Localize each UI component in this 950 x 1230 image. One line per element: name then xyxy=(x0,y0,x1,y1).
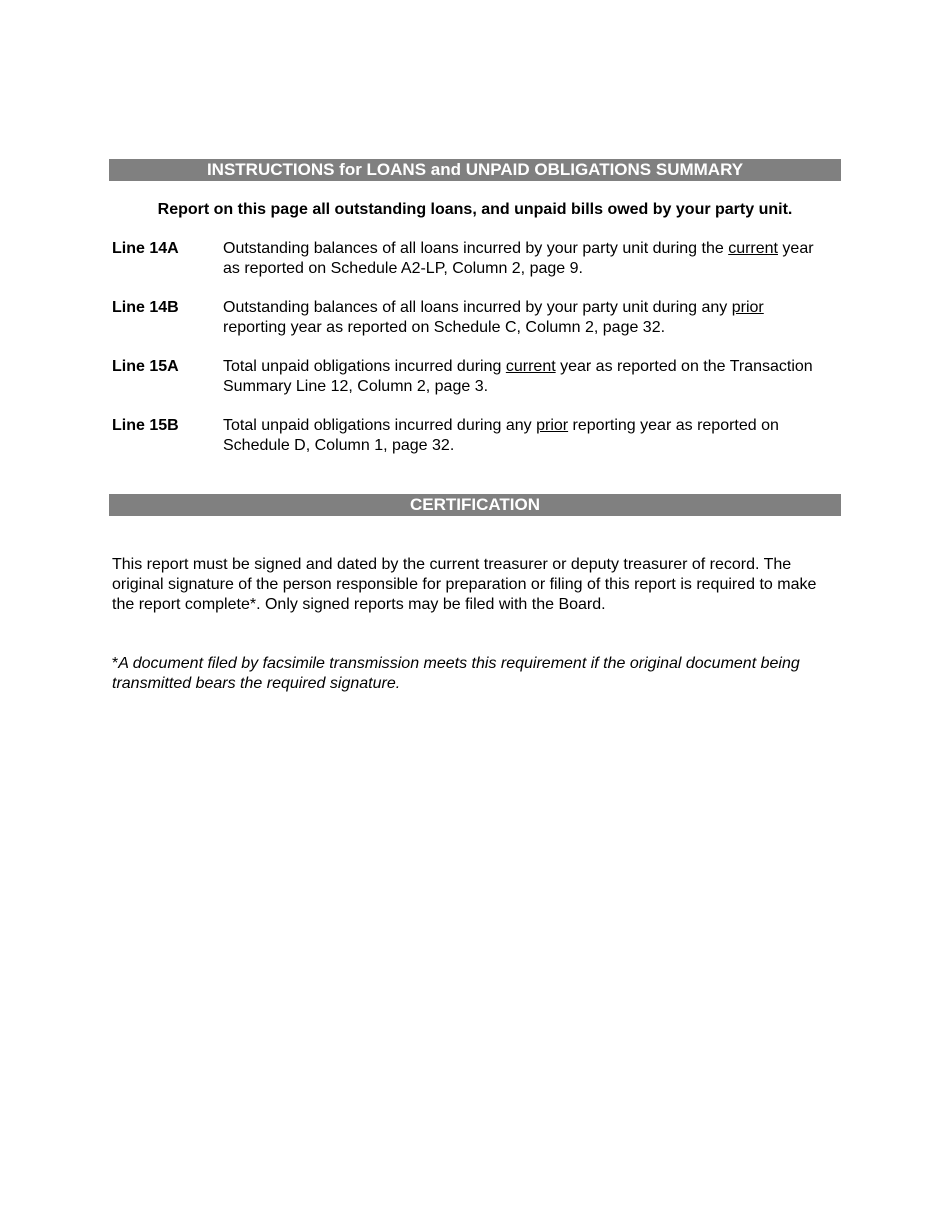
line-description: Total unpaid obligations incurred during current year as reported on the Transaction Summary Line 12, Column 2, page 3. xyxy=(223,358,813,395)
certification-text: This report must be signed and dated by the current treasurer or deputy treasurer of record. The original signature of the person responsible for preparation or filing of this report is required to make the report complete*. Only signed reports may be filed with the Board. xyxy=(112,556,817,613)
line-label: Line 14A xyxy=(112,240,179,257)
line-description: Outstanding balances of all loans incurred by your party unit during any prior reporting year as reported on Schedule C, Column 2, page 32. xyxy=(223,299,764,336)
instructions-header: INSTRUCTIONS for LOANS and UNPAID OBLIGATIONS SUMMARY xyxy=(109,159,841,181)
footnote xyxy=(112,654,840,694)
intro-text: Report on this page all outstanding loans, and unpaid bills owed by your party unit. xyxy=(157,201,793,218)
footnote-text: A document filed by facsimile transmission meets this requirement if the original document being transmitted bears the required signature. xyxy=(112,655,800,692)
line-description: Outstanding balances of all loans incurred by your party unit during the current year as reported on Schedule A2-LP, Column 2, page 9. xyxy=(223,240,814,277)
line-label: Line 14B xyxy=(112,299,179,316)
line-label: Line 15B xyxy=(112,417,179,434)
certification-header: CERTIFICATION xyxy=(109,494,841,516)
line-label: Line 15A xyxy=(112,358,179,375)
footnote-marker: * xyxy=(112,655,119,672)
line-description: Total unpaid obligations incurred during any prior reporting year as reported on Schedule D, Column 1, page 32. xyxy=(223,417,779,454)
